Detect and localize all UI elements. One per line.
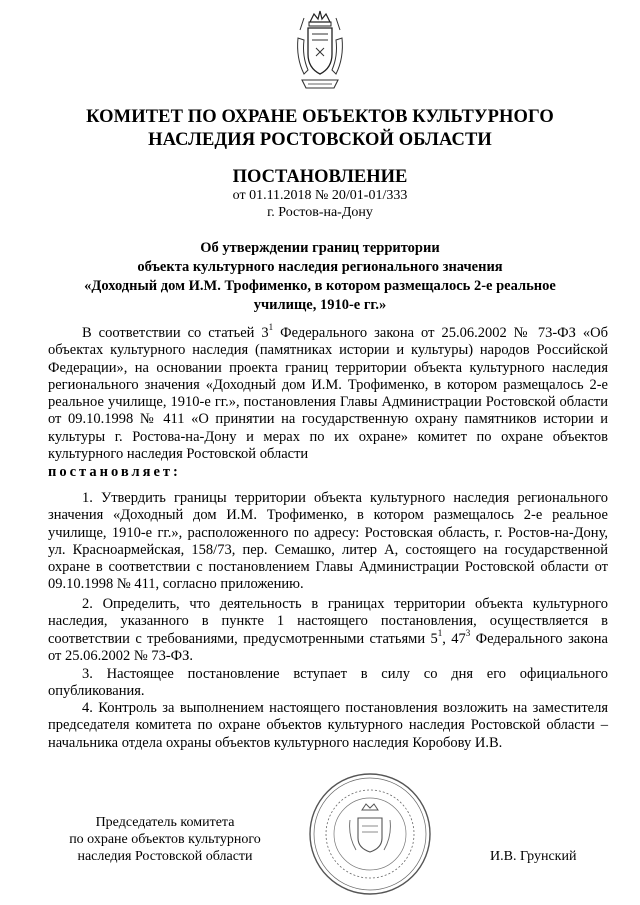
item-4: 4. Контроль за выполнением настоящего постановления возложить на заместителя председателя комитета по охране объектов культурного наследия Ростовской области – начальника отдела охраны объектов культурного наследия Коробову И.В. (48, 700, 608, 751)
resolves-line: постановляет: (48, 464, 181, 480)
official-seal-icon (306, 770, 434, 898)
document-type: ПОСТАНОВЛЕНИЕ (232, 167, 408, 187)
coat-of-arms-icon (294, 8, 346, 96)
item-3: 3. Настоящее постановление вступает в силу со дня его официального опубликования. (48, 666, 608, 700)
item-1: 1. Утвердить границы территории объекта культурного наследия регионального значения «Доходный дом И.М. Трофименко, в котором размещалось 2-е реальное училище, 1910-е гг.», расположенного по адресу: Ростовская область, г. Ростов-на-Дону, ул. Красноармейская, 158/73, пер. Семашко, литер А, состоящего на государственной охране в соответствии с постановлением Главы Администрации Ростовской области от 09.10.1998 № 411, согласно приложению. (48, 490, 608, 593)
signatory-position: Председатель комитета по охране объектов культурного наследия Ростовской области (69, 815, 261, 864)
document-subject: Об утверждении границ территории объекта культурного наследия регионального значения «Доходный дом И.М. Трофименко, в котором размещалось 2-е реальное училище, 1910-е гг.» (84, 240, 556, 313)
document-meta (0, 187, 640, 221)
document-city: г. Ростов-на-Дону (267, 205, 373, 220)
organization-title: КОМИТЕТ ПО ОХРАНЕ ОБЪЕКТОВ КУЛЬТУРНОГО НАСЛЕДИЯ РОСТОВСКОЙ ОБЛАСТИ (86, 107, 554, 150)
item-2: 2. Определить, что деятельность в границах территории объекта культурного наследия, указанного в пункте 1 настоящего постановления, осуществляется в соответствии с требованиями, предусмотренными статьями $5^1$, $47^3$ Федерального закона от 25.06.2002 № 73-ФЗ. (48, 596, 608, 664)
signatory-name: И.В. Грунский (490, 849, 577, 864)
document-date-number: от 01.11.2018 № 20/01-01/333 (232, 188, 408, 203)
preamble-paragraph: В соответствии со статьей $3^1$ Федерального закона от 25.06.2002 № 73-ФЗ «Об объектах культурного наследия (памятниках истории и культуры) народов Российской Федерации», на основании проекта границ территории объекта культурного наследия регионального значения «Доходный дом И.М. Трофименко, в котором размещалось 2-е реальное училище, 1910-е гг.», постановления Главы Администрации Ростовской области от 09.10.1998 № 411 «О принятии на государственную охрану памятников истории и культуры г. Ростова-на-Дону и мерах по их охране» комитет по охране объектов культурного наследия Ростовской области (48, 322, 608, 463)
